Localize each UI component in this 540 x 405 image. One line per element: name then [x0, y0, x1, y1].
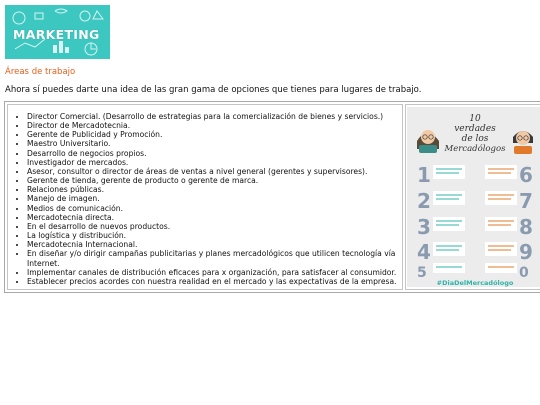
poster-number-4: 4 — [417, 240, 431, 264]
poster-number-7: 7 — [519, 189, 533, 213]
list-item: • Mercadotecnia directa. — [27, 213, 415, 222]
section-title: Áreas de trabajo — [5, 67, 76, 77]
banner-word: MARKETING — [13, 27, 100, 42]
poster-title-line1: verdades — [454, 124, 496, 134]
list-item: • Director Comercial. (Desarrollo de estrategias para la comercialización de bienes y servicios.) — [27, 112, 415, 121]
list-item: • Asesor, consultor o director de áreas de ventas a nivel general (gerentes y supervisores). — [27, 167, 415, 176]
poster-number-9: 9 — [519, 240, 533, 264]
poster-number-2: 2 — [417, 189, 431, 213]
intro-paragraph: Ahora sí puedes darte una idea de las gran gama de opciones que tienes para lugares de trabajo. — [5, 85, 422, 95]
poster-title-line3: Mercadólogos — [444, 144, 506, 154]
list-item: • Gerente de Publicidad y Promoción. — [27, 130, 415, 139]
areas-list — [8, 112, 415, 286]
poster-number-3: 3 — [417, 215, 431, 239]
poster-number-5: 5 — [417, 265, 427, 281]
list-item: • Investigador de mercados. — [27, 158, 415, 167]
list-item: • Implementar canales de distribución eficaces para x organización, para satisfacer al consumidor. — [27, 268, 415, 277]
poster-number-1: 1 — [417, 163, 431, 187]
areas-list-cell — [7, 104, 403, 290]
poster-number-8: 8 — [519, 215, 533, 239]
list-item: • Relaciones públicas. — [27, 185, 415, 194]
list-item: • Manejo de imagen. — [27, 194, 415, 203]
list-item: • En diseñar y/o dirigir campañas publicitarias y planes mercadológicos que utilicen tecnología vía Internet. — [27, 249, 415, 267]
poster-title-number: 10 — [469, 114, 481, 124]
man-character-icon — [513, 131, 533, 154]
list-item: • Desarrollo de negocios propios. — [27, 149, 415, 158]
list-item: • Establecer precios acordes con nuestra realidad en el mercado y las expectativas de la empresa. — [27, 277, 415, 286]
poster-number-6: 6 — [519, 163, 533, 187]
infographic-graphic — [407, 107, 540, 287]
list-item: • Director de Mercadotecnia. — [27, 121, 415, 130]
poster-title-line2: de los — [461, 134, 489, 144]
infographic-image — [407, 107, 540, 287]
marketing-banner-image — [5, 5, 110, 59]
list-item: • Medios de comunicación. — [27, 204, 415, 213]
poster-number-0: 0 — [519, 265, 529, 281]
infographic-cell — [405, 104, 540, 290]
list-item: • Mercadotecnia Internacional. — [27, 240, 415, 249]
poster-hashtag: #DiaDelMercadólogo — [436, 279, 514, 287]
content-table — [4, 101, 540, 293]
list-item: • Gerente de tienda, gerente de producto o gerente de marca. — [27, 176, 415, 185]
list-item: • En el desarrollo de nuevos productos. — [27, 222, 415, 231]
list-item: • Maestro Universitario. — [27, 139, 415, 148]
list-item: • La logística y distribución. — [27, 231, 415, 240]
